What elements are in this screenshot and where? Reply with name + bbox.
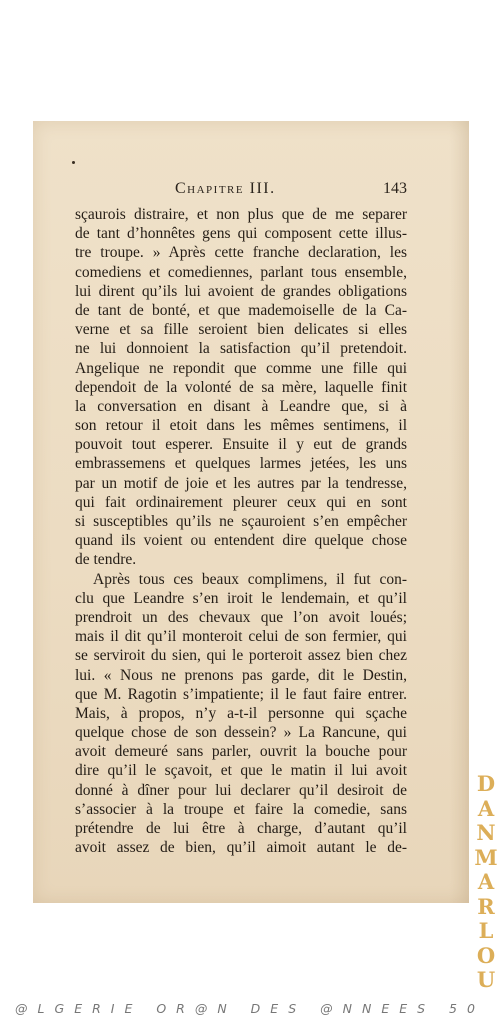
text-line: mais il dit qu’il monteroit celui de son fermier, qui (75, 628, 407, 646)
text-line: prétendre de lui être à charge, d’autant qu’il (75, 820, 407, 837)
text-line: par un motif de joie et les autres par la tendresse, (75, 474, 407, 492)
text-line: avoit demeuré sans parler, ouvrit la bouche pour (75, 743, 407, 761)
text-line: embrassemens et quelques larmes jetées, les uns (75, 455, 407, 473)
text-line: dire qu’il le sçavoit, et que le matin il lui avoit (75, 762, 407, 780)
watermark-letter: L (478, 918, 494, 943)
text-line: clu que Leandre s’en iroit le lendemain, et qu’il (75, 589, 407, 607)
text-line: si susceptibles qu’ils ne sçauroient s’en empêcher (75, 513, 407, 530)
text-line: donné à dîner pour lui declarer qu’il desiroit de (75, 781, 407, 799)
text-line: tre troupe. » Après cette franche declaration, les (75, 244, 407, 262)
vertical-watermark (474, 771, 498, 992)
body-text (75, 205, 407, 857)
watermark-letter: M (474, 844, 498, 870)
text-line: ne lui donnoient la satisfaction qu’il pretendoit. (75, 340, 407, 358)
text-line: de tendre. (75, 551, 137, 569)
text-line: que M. Ragotin s’impatiente; il le faut faire entrer. (75, 685, 407, 703)
watermark-letter: N (476, 820, 496, 845)
watermark-letter: U (476, 967, 496, 992)
text-line: pouvoit tout esperer. Ensuite il y eut de grands (75, 436, 407, 454)
text-line: de tant de bonté, et que mademoiselle de la Ca- (75, 301, 407, 319)
chapter-title: Chapitre III. (175, 180, 276, 197)
text-line: la conversation en disant à Leandre que, si à (75, 397, 407, 415)
watermark-letter: R (477, 893, 495, 919)
text-line: se serviroit du sien, qui le porteroit assez bien chez (75, 647, 407, 665)
text-line: qui fait ordinairement pleurer ceux qui en sont (75, 493, 407, 511)
text-line: lui dirent qu’ils lui avoient de grandes obligations (75, 282, 407, 300)
text-line: comediens et comediennes, parlant tous ensemble, (75, 263, 407, 281)
text-line: Mais, à propos, n’y a-t-il personne qui sçache (75, 704, 407, 722)
text-line: lui. « Nous ne prenons pas garde, dit le Destin, (75, 666, 407, 684)
text-line: sçaurois distraire, et non plus que de me separer (75, 206, 407, 223)
text-line: verne et sa fille seroient bien delicates si elles (75, 321, 407, 339)
text-line: prendroit un des chevaux que l’on avoit loués; (75, 608, 407, 626)
text-line: quelque chose de son dessein? » La Rancune, qui (75, 724, 407, 742)
text-line: Après tous ces beaux complimens, il fut con- (93, 570, 407, 588)
text-line: de tant d’honnêtes gens qui composent cette illus- (75, 225, 407, 243)
text-line: dependoit de la volonté de sa mère, laquelle finit (75, 378, 407, 396)
text-line: quand ils voient ou entendent dire quelque chose (75, 532, 407, 550)
text-line: s’associer à la troupe et faire la comedie, sans (75, 800, 407, 818)
watermark-letter: A (477, 869, 495, 894)
page-number: 143 (383, 180, 407, 197)
text-line: avoit assez de bien, qu’il aimoit autant le de- (75, 839, 407, 857)
watermark-letter: O (476, 942, 496, 968)
footer-watermark: @LGERIE OR@N DES @NNEES 50 (15, 1001, 485, 1016)
ink-speck (72, 161, 75, 164)
text-line: Angelique ne repondit que comme une fille qui (75, 359, 407, 377)
watermark-letter: A (477, 795, 495, 821)
watermark-letter: D (476, 771, 496, 796)
text-line: son retour il etoit dans les mêmes sentimens, il (75, 417, 407, 435)
running-head (75, 180, 407, 202)
